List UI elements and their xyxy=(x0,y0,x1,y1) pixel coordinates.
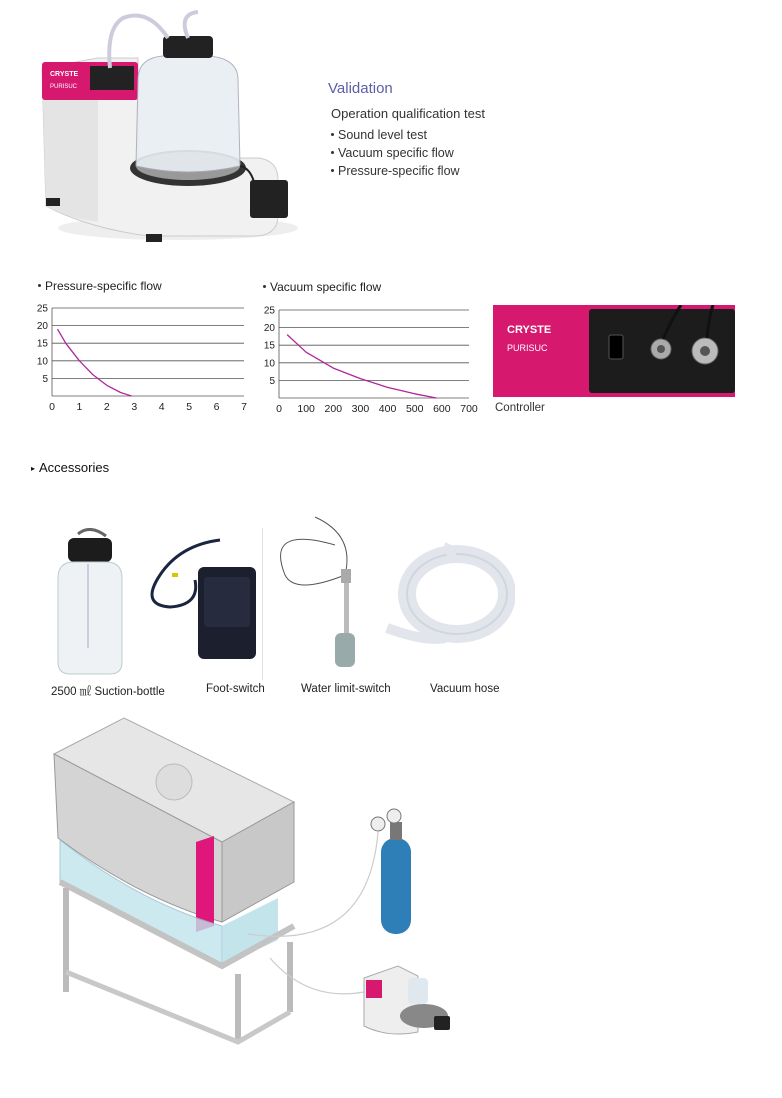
controller-panel-image xyxy=(493,305,735,397)
accessory-label: 2500 ㎖ Suction-bottle xyxy=(51,686,165,698)
x-tick-label: 1 xyxy=(76,401,83,413)
bullet-icon xyxy=(263,285,266,288)
x-tick-label: 200 xyxy=(324,403,343,415)
x-tick-label: 2 xyxy=(103,401,110,413)
chart-title: Vacuum specific flow xyxy=(263,280,381,294)
accessories-heading: ▸ Accessories xyxy=(31,460,110,475)
svg-text:PURISUC: PURISUC xyxy=(50,84,78,90)
device-brand-logo: CRYSTE xyxy=(50,71,79,78)
y-tick-label: 5 xyxy=(269,375,275,387)
validation-item: Vacuum specific flow xyxy=(331,146,454,160)
x-tick-label: 4 xyxy=(158,401,165,413)
x-tick-label: 300 xyxy=(351,403,370,415)
x-tick-label: 3 xyxy=(131,401,138,413)
foot-switch-image xyxy=(140,535,260,665)
bullet-icon xyxy=(331,169,334,172)
x-tick-label: 100 xyxy=(297,403,315,415)
y-tick-label: 25 xyxy=(36,303,48,315)
controller-brand-logo: CRYSTE xyxy=(507,324,552,336)
y-tick-label: 10 xyxy=(263,358,275,370)
bullet-icon xyxy=(331,133,334,136)
controller-model: PURISUC xyxy=(507,343,548,353)
accessory-label: Foot-switch xyxy=(206,683,265,695)
x-tick-label: 600 xyxy=(433,403,451,415)
x-tick-label: 6 xyxy=(213,401,220,413)
x-tick-label: 5 xyxy=(186,401,193,413)
y-tick-label: 25 xyxy=(263,305,275,317)
suction-device-image xyxy=(28,8,298,248)
accessory-label: Water limit-switch xyxy=(301,683,391,695)
suction-bottle-image xyxy=(50,528,130,678)
bullet-icon xyxy=(331,151,334,154)
x-tick-label: 0 xyxy=(276,403,282,415)
x-tick-label: 400 xyxy=(378,403,397,415)
divider xyxy=(262,528,263,680)
water-limit-switch-image xyxy=(275,515,385,675)
y-tick-label: 15 xyxy=(36,338,48,350)
chart-title: Pressure-specific flow xyxy=(38,279,162,293)
caret-right-icon: ▸ xyxy=(31,464,36,474)
vacuum-flow-chart xyxy=(255,302,485,422)
y-tick-label: 20 xyxy=(36,321,48,333)
validation-item: Pressure-specific flow xyxy=(331,164,460,178)
y-tick-label: 5 xyxy=(42,373,48,385)
bullet-icon xyxy=(38,284,41,287)
accessory-label: Vacuum hose xyxy=(430,683,500,695)
y-tick-label: 15 xyxy=(263,340,275,352)
x-tick-label: 0 xyxy=(49,401,55,413)
x-tick-label: 500 xyxy=(405,403,424,415)
controller-label: Controller xyxy=(495,402,545,414)
vacuum-hose-image xyxy=(385,542,515,662)
x-tick-label: 700 xyxy=(460,403,478,415)
series-line xyxy=(287,335,436,398)
series-line xyxy=(58,329,132,396)
pressure-flow-chart xyxy=(30,300,250,420)
validation-item: Sound level test xyxy=(331,128,427,142)
validation-subheading: Operation qualification test xyxy=(331,106,485,121)
y-tick-label: 20 xyxy=(263,323,275,335)
x-tick-label: 7 xyxy=(241,401,247,413)
validation-heading: Validation xyxy=(328,80,393,97)
y-tick-label: 10 xyxy=(36,356,48,368)
clean-bench-setup-illustration xyxy=(48,712,468,1052)
